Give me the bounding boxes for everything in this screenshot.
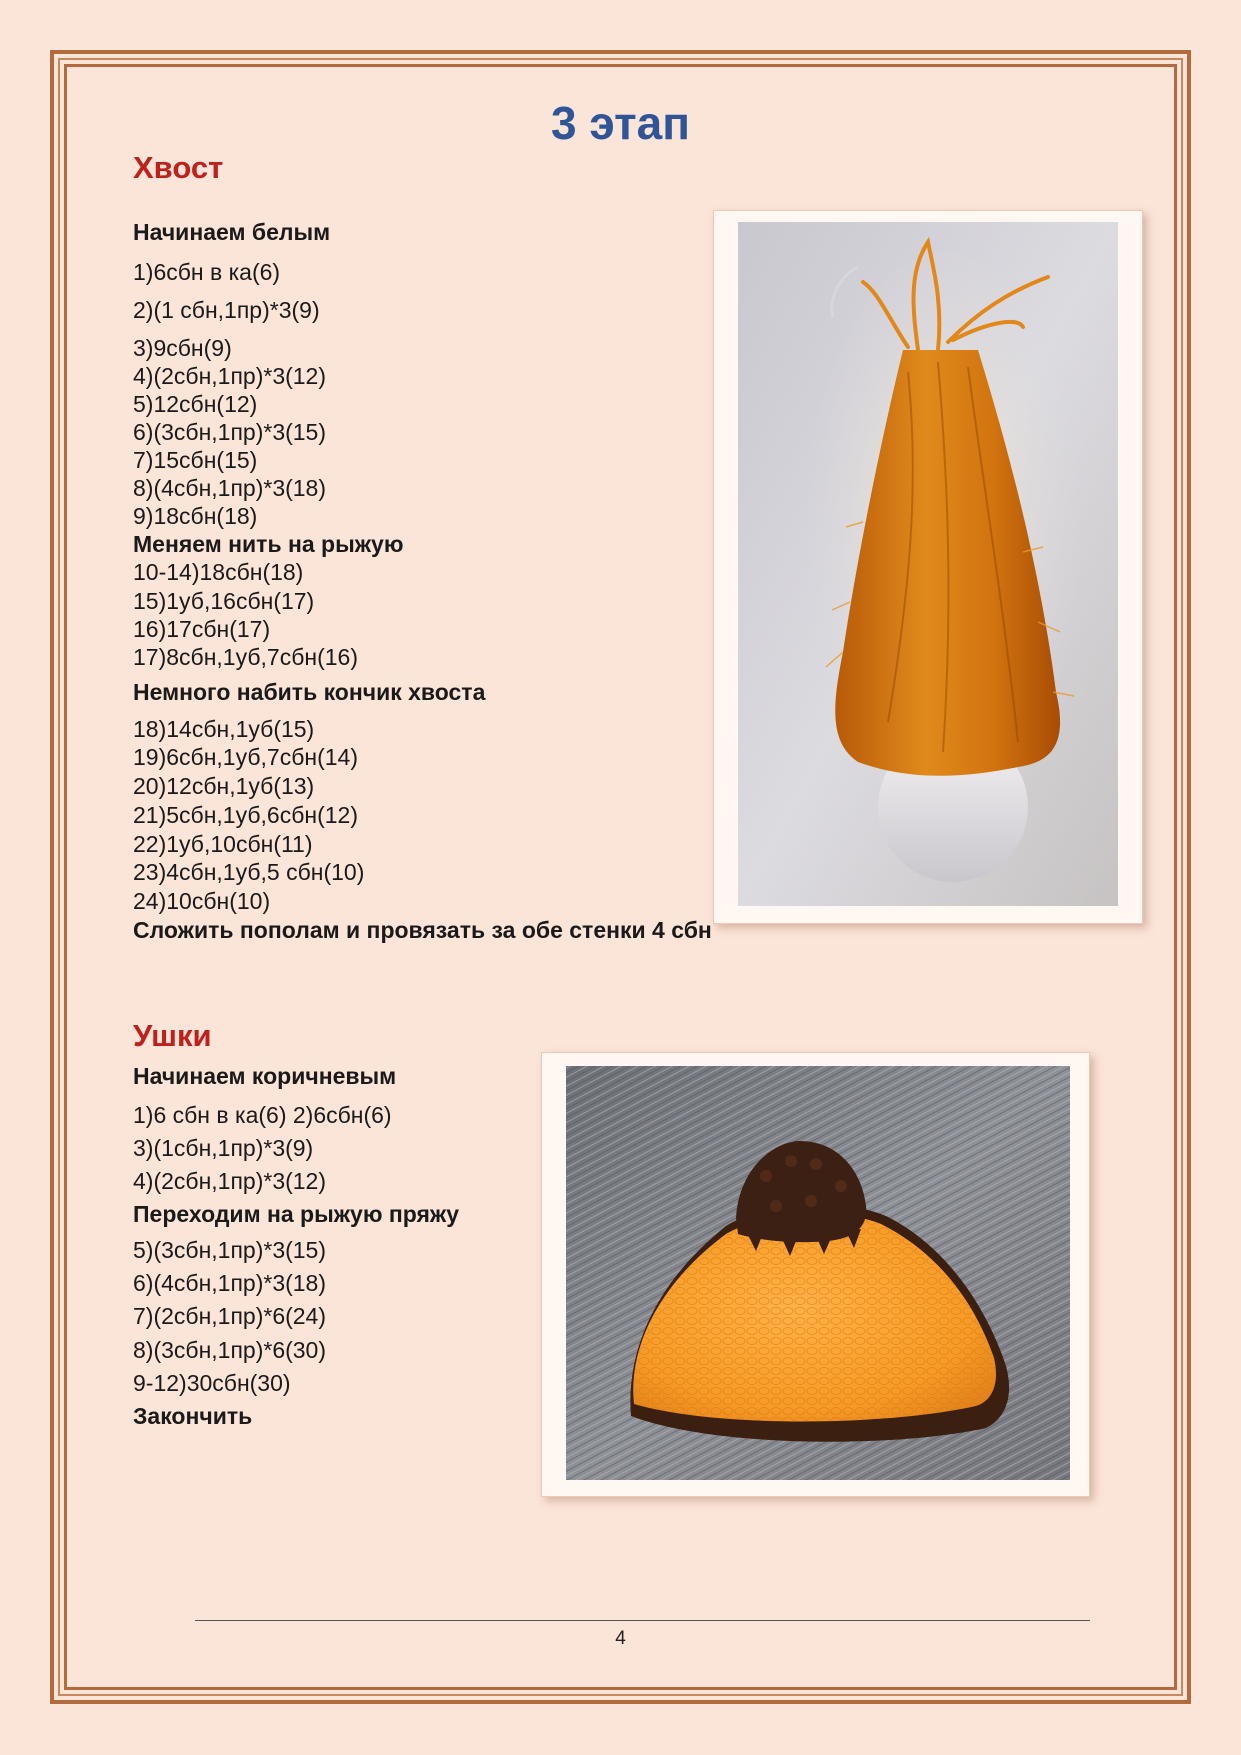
tail-instruction-line: 2)(1 сбн,1пр)*3(9)	[133, 297, 320, 323]
tail-instruction-line: 17)8сбн,1уб,7сбн(16)	[133, 644, 358, 670]
page-number: 4	[615, 1628, 626, 1649]
tail-instruction-line: 10-14)18сбн(18)	[133, 559, 304, 585]
ears-instruction-line: 9-12)30сбн(30)	[133, 1370, 291, 1396]
ears-heading: Ушки	[133, 1018, 212, 1053]
tail-instruction-line: 1)6сбн в ка(6)	[133, 259, 281, 285]
ears-instruction-line: 4)(2сбн,1пр)*3(12)	[133, 1168, 327, 1194]
tail-heading: Хвост	[133, 150, 224, 185]
tail-instruction-line: 4)(2сбн,1пр)*3(12)	[133, 363, 327, 389]
ears-instruction-line: 8)(3сбн,1пр)*6(30)	[133, 1337, 327, 1363]
tail-instruction-line: Немного набить кончик хвоста	[133, 679, 486, 705]
tail-instruction-line: 19)6сбн,1уб,7сбн(14)	[133, 744, 358, 770]
ears-instruction-line: 1)6 сбн в ка(6) 2)6сбн(6)	[133, 1102, 392, 1128]
ears-instruction-line: 5)(3сбн,1пр)*3(15)	[133, 1237, 327, 1263]
tail-instruction-line: 20)12сбн,1уб(13)	[133, 773, 315, 799]
crocheted-tail-image	[738, 222, 1118, 906]
tail-instruction-line: 18)14сбн,1уб(15)	[133, 716, 315, 742]
tail-instruction-line: 16)17сбн(17)	[133, 616, 271, 642]
tail-instruction-line: 23)4сбн,1уб,5 сбн(10)	[133, 859, 365, 885]
ears-instruction-line: 3)(1сбн,1пр)*3(9)	[133, 1135, 314, 1161]
tail-instruction-line: 15)1уб,16сбн(17)	[133, 588, 315, 614]
tail-instruction-line: Начинаем белым	[133, 219, 331, 245]
tail-instruction-line: 5)12сбн(12)	[133, 391, 258, 417]
tail-photo	[713, 210, 1143, 924]
tail-instruction-line: Меняем нить на рыжую	[133, 531, 404, 557]
footer-divider	[195, 1620, 1090, 1621]
tail-instruction-line: 22)1уб,10сбн(11)	[133, 831, 313, 857]
page-title: 3 этап	[550, 97, 691, 149]
tail-instruction-line: 3)9сбн(9)	[133, 335, 232, 361]
tail-instruction-line: 7)15сбн(15)	[133, 447, 258, 473]
tail-instruction-line: Сложить пополам и провязать за обе стенки 4 сбн	[133, 917, 712, 943]
ears-instruction-line: Закончить	[133, 1403, 253, 1429]
ears-instruction-line: Начинаем коричневым	[133, 1063, 397, 1089]
tail-instruction-line: 24)10сбн(10)	[133, 888, 271, 914]
ears-instruction-line: 6)(4сбн,1пр)*3(18)	[133, 1270, 327, 1296]
ears-photo	[541, 1052, 1090, 1497]
ears-instruction-line: 7)(2сбн,1пр)*6(24)	[133, 1303, 327, 1329]
tail-instruction-line: 8)(4сбн,1пр)*3(18)	[133, 475, 327, 501]
tail-instruction-line: 21)5сбн,1уб,6сбн(12)	[133, 802, 358, 828]
ears-instruction-line: Переходим на рыжую пряжу	[133, 1201, 460, 1227]
crocheted-ear-image	[566, 1066, 1070, 1480]
tail-instruction-line: 9)18сбн(18)	[133, 503, 258, 529]
tail-instruction-line: 6)(3сбн,1пр)*3(15)	[133, 419, 327, 445]
